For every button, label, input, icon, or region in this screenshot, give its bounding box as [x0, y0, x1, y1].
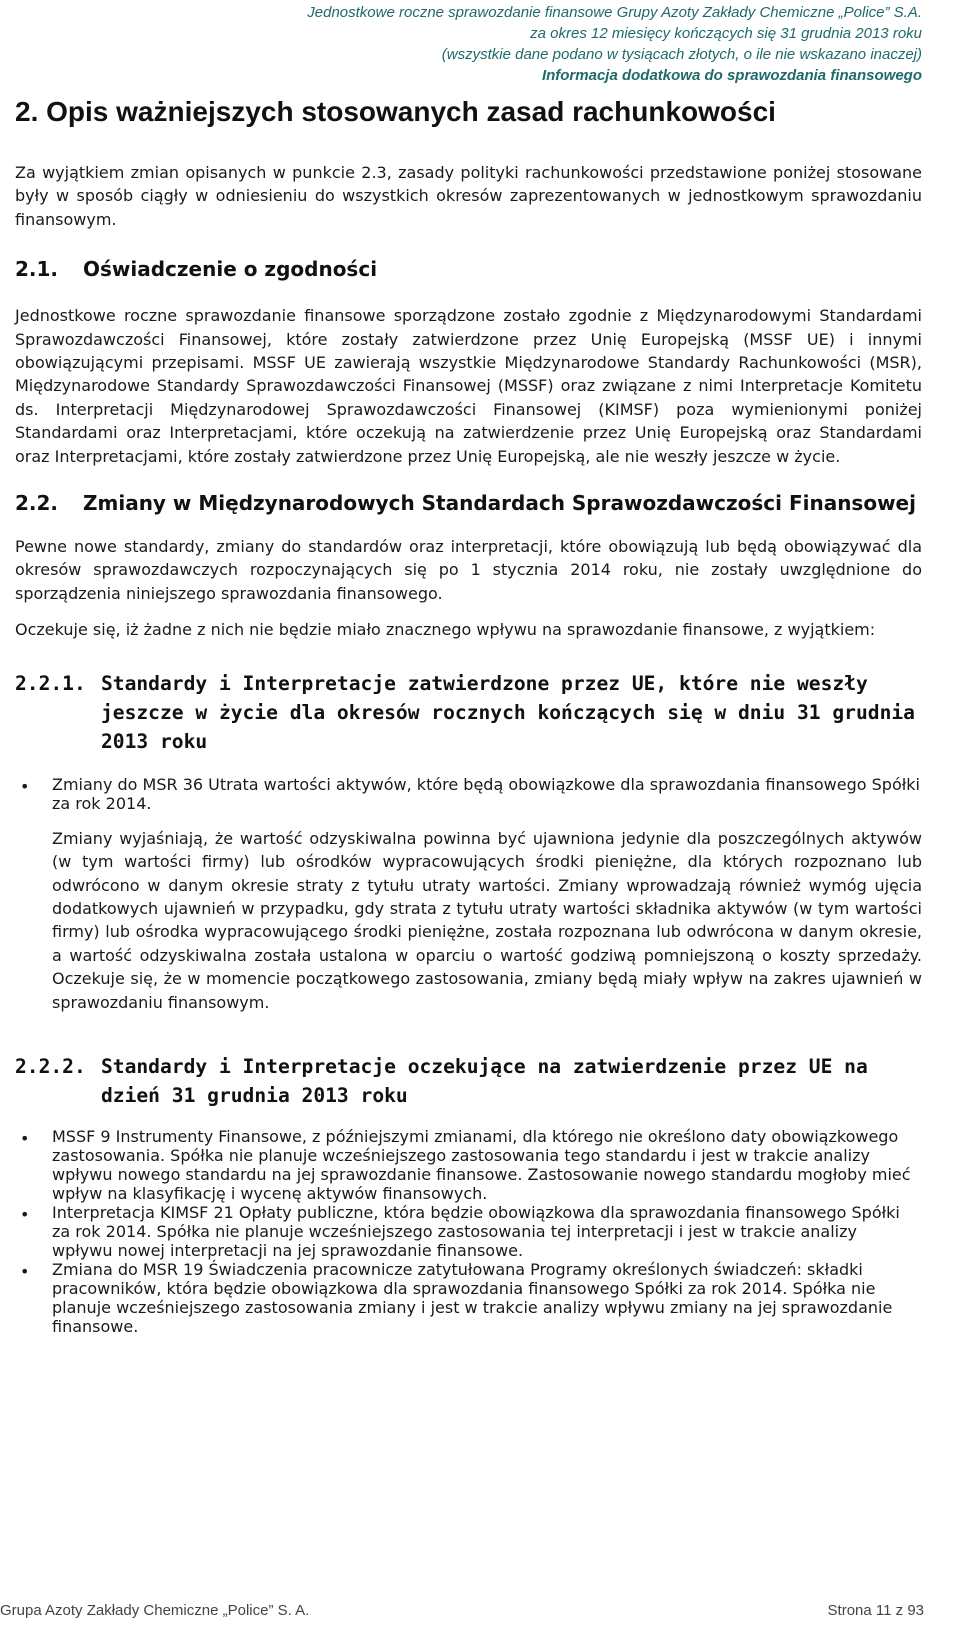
- list-item: [15, 1260, 922, 1336]
- page-header: [222, 2, 922, 86]
- list-item-text: Zmiany do MSR 36 Utrata wartości aktywów, które będą obowiązkowe dla sprawozdania finansowego Spółki za rok 2014.: [52, 774, 920, 813]
- list-item: [15, 775, 922, 813]
- header-period: za okres 12 miesięcy kończących się 31 grudnia 2013 roku: [530, 25, 922, 42]
- header-units-note: (wszystkie dane podano w tysiącach złotych, o ile nie wskazano inaczej): [441, 46, 922, 63]
- section-2-2-number: 2.2.: [15, 491, 59, 516]
- list-item-text: MSSF 9 Instrumenty Finansowe, z późniejszymi zmianami, dla którego nie określono daty obowiązkowego zastosowania. Spółka nie planuje wcześniejszego zastosowania tego standardu i jest w trakcie analizy wpływu nowego standardu na jej sprawozdanie finansowe. Zastosowanie nowego standardu mogłoby mieć wpływ na klasyfikację i wycenę aktywów finansowych.: [52, 1126, 911, 1203]
- section-2-2-1-title: Standardy i Interpretacje zatwierdzone przez UE, które nie weszły jeszcze w życie dla okresów rocznych kończących się w dniu 31 grudnia 2013 roku: [101, 671, 915, 753]
- section-2-2-title: Zmiany w Międzynarodowych Standardach Sprawozdawczości Finansowej: [83, 491, 916, 516]
- header-section-label: Informacja dodatkowa do sprawozdania finansowego: [541, 67, 922, 84]
- list-item: [15, 1203, 922, 1260]
- section-2-2-2-number: 2.2.2.: [15, 1054, 86, 1078]
- section-2-1-number: 2.1.: [15, 257, 59, 282]
- section-2-2-para-2: Oczekuje się, iż żadne z nich nie będzie miało znacznego wpływu na sprawozdanie finansowe, z wyjątkiem:: [15, 620, 876, 640]
- section-2-2-1-heading: [15, 669, 922, 756]
- section-2-2-2-list: [15, 1127, 922, 1336]
- list-item: [15, 1127, 922, 1203]
- section-2-2-heading: [15, 489, 922, 517]
- section-2-heading: 2. Opis ważniejszych stosowanych zasad rachunkowości: [15, 96, 776, 127]
- section-2-2-1-number: 2.2.1.: [15, 671, 86, 695]
- list-item-text: Interpretacja KIMSF 21 Opłaty publiczne, która będzie obowiązkowa dla sprawozdania finansowego Spółki za rok 2014. Spółka nie planuje wcześniejszego zastosowania tej interpretacji i jest w trakcie analizy wpływu nowej interpretacji na jej sprawozdanie finansowe.: [52, 1202, 900, 1260]
- list-item-text: Zmiana do MSR 19 Świadczenia pracownicze zatytułowana Programy określonych świadczeń: składki pracowników, która będzie obowiązkowa dla sprawozdania finansowego Spółki za rok 2014. Spółka nie planuje wcześniejszego zastosowania zmiany i jest w trakcie analizy wpływu zmiany na jej sprawozdanie finansowe.: [52, 1259, 893, 1336]
- section-2-2-para-1: Pewne nowe standardy, zmiany do standardów oraz interpretacji, które obowiązują lub będą obowiązywać dla okresów sprawozdawczych rozpoczynających się po 1 stycznia 2014 roku, nie zostały uwzględnione do sporządzenia niniejszego sprawozdania finansowego.: [15, 537, 922, 603]
- footer-company: Grupa Azoty Zakłady Chemiczne „Police” S. A.: [0, 1602, 310, 1619]
- section-2-2-1-list: [15, 775, 922, 813]
- section-2-1-heading: [15, 255, 922, 283]
- header-report-title: Jednostkowe roczne sprawozdanie finansowe Grupy Azoty Zakłady Chemiczne „Police” S.A.: [307, 4, 922, 21]
- section-2-2-1-explanation: Zmiany wyjaśniają, że wartość odzyskiwalna powinna być ujawniona jedynie dla poszczególnych aktywów (w tym wartości firmy) lub ośrodków wypracowujących środki pieniężne, dla których rozpoznano lub odwrócono w danym okresie straty z tytułu utraty wartości. Zmiany wprowadzają również wymóg ujęcia dodatkowych ujawnień w przypadku, gdy strata z tytułu utraty wartości składnika aktywów (w tym wartości firmy) lub ośrodka wypracowującego środki pieniężne, została rozpoznana lub odwrócona w danym okresie, a wartość odzyskiwalna została ustalona w oparciu o wartość godziwą pomniejszoną o koszty sprzedaży. Oczekuje się, że w momencie początkowego zastosowania, zmiany będą miały wpływ na zakres ujawnień w sprawozdaniu finansowym.: [52, 828, 922, 1012]
- page-footer: [0, 1602, 960, 1626]
- page-number: Strona 11 z 93: [827, 1602, 924, 1619]
- section-2-1-title: Oświadczenie o zgodności: [83, 257, 378, 282]
- document-body: [15, 94, 922, 1336]
- section-2-intro: Za wyjątkiem zmian opisanych w punkcie 2.3, zasady polityki rachunkowości przedstawione poniżej stosowane były w sposób ciągły w odniesieniu do wszystkich okresów zaprezentowanych w jednostkowym sprawozdaniu finansowym.: [15, 163, 922, 229]
- section-2-2-2-title: Standardy i Interpretacje oczekujące na zatwierdzenie przez UE na dzień 31 grudnia 2013 roku: [101, 1054, 868, 1107]
- section-2-1-body: Jednostkowe roczne sprawozdanie finansowe sporządzone zostało zgodnie z Międzynarodowymi Standardami Sprawozdawczości Finansowej, które zostały zatwierdzone przez Unię Europejską (MSSF UE) i innymi obowiązującymi przepisami. MSSF UE zawierają wszystkie Międzynarodowe Standardy Rachunkowości (MSR), Międzynarodowe Standardy Sprawozdawczości Finansowej (MSSF) oraz związane z nimi Interpretacje Komitetu ds. Interpretacji Międzynarodowej Sprawozdawczości Finansowej (KIMSF) poza wymienionymi poniżej Standardami oraz Interpretacjami, które oczekują na zatwierdzenie przez Unię Europejską oraz Standardami oraz Interpretacjami, które zostały zatwierdzone przez Unię Europejską, ale nie weszły jeszcze w życie.: [15, 306, 922, 466]
- section-2-2-2-heading: [15, 1052, 922, 1110]
